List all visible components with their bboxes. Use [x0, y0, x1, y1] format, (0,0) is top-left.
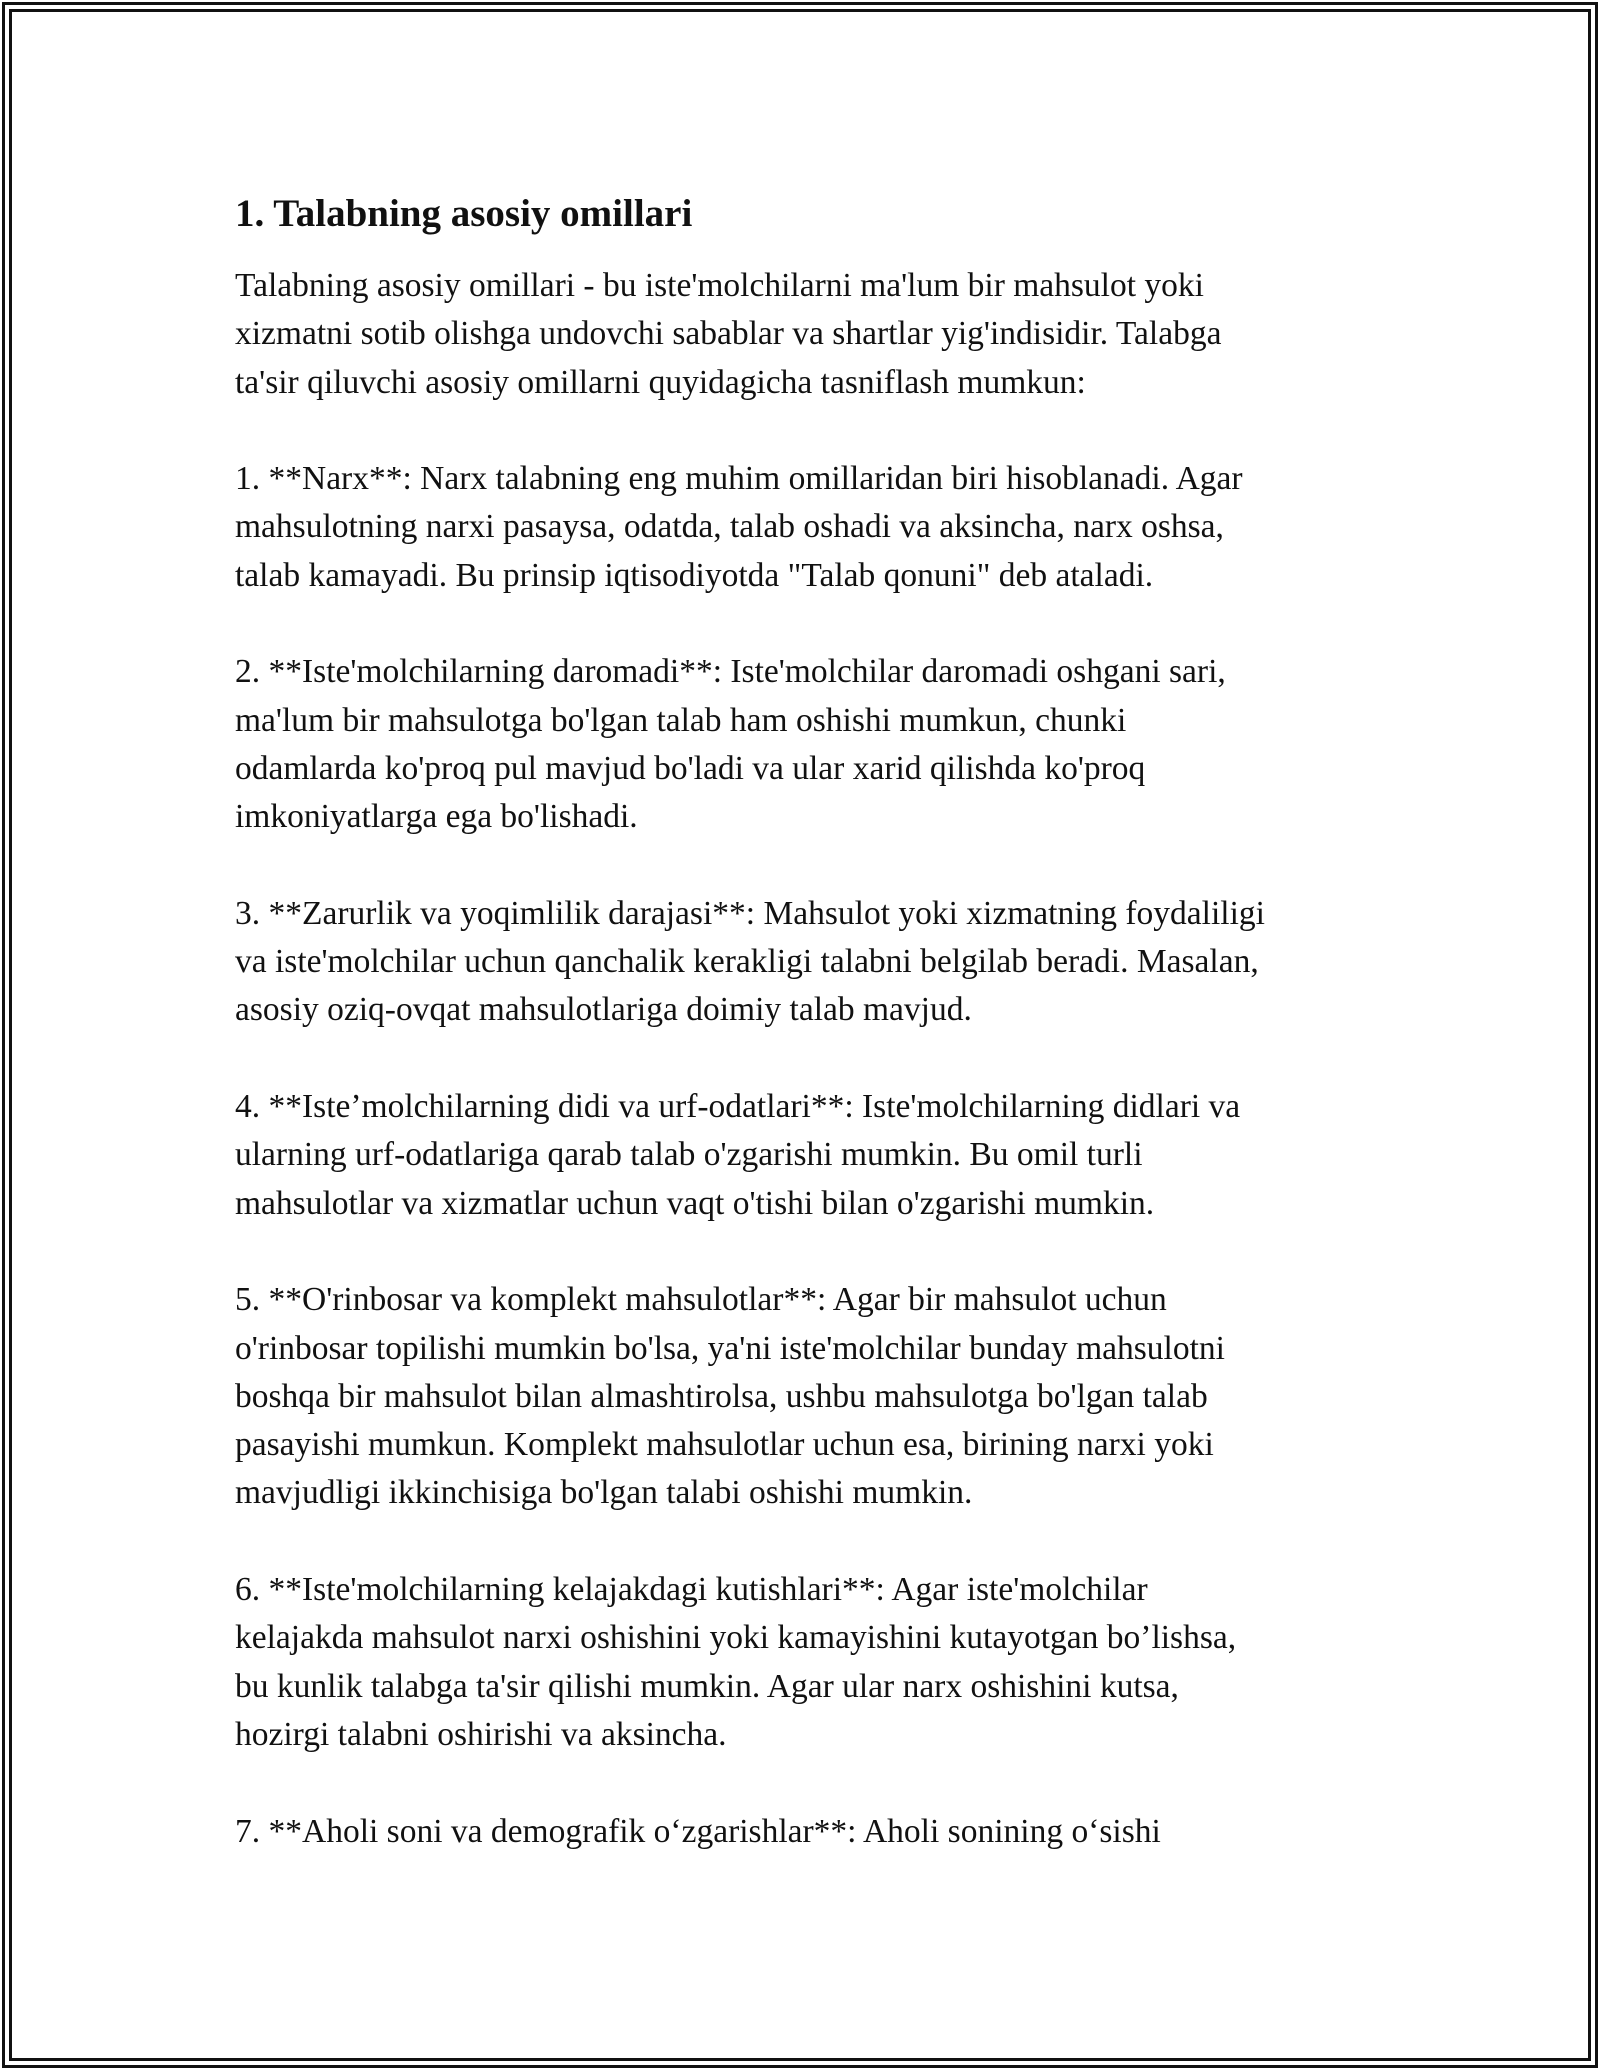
text-line: talab kamayadi. Bu prinsip iqtisodiyotda "Talab qonuni" deb ataladi.	[235, 556, 1154, 594]
text-line: odamlarda ko'proq pul mavjud bo'ladi va ular xarid qilishda ko'proq	[235, 749, 1146, 787]
text-line: 5. **O'rinbosar va komplekt mahsulotlar**: Agar bir mahsulot uchun	[235, 1281, 1167, 1319]
list-item-income	[235, 648, 1375, 841]
list-item-substitutes	[235, 1276, 1375, 1517]
text-line: pasayishi mumkun. Komplekt mahsulotlar uchun esa, birining narxi yoki	[235, 1426, 1214, 1464]
list-item-necessity	[235, 890, 1375, 1035]
intro-paragraph	[235, 262, 1375, 407]
text-line: boshqa bir mahsulot bilan almashtirolsa, ushbu mahsulotga bo'lgan talab	[235, 1377, 1208, 1415]
list-item-tastes	[235, 1083, 1375, 1228]
list-item-price	[235, 455, 1375, 600]
text-line: mahsulotlar va xizmatlar uchun vaqt o'tishi bilan o'zgarishi mumkin.	[235, 1184, 1155, 1222]
text-line: mahsulotning narxi pasaysa, odatda, talab oshadi va aksincha, narx oshsa,	[235, 508, 1224, 546]
text-line: xizmatni sotib olishga undovchi sabablar va shartlar yig'indisidir. Talabga	[235, 315, 1222, 353]
text-line: 4. **Iste’molchilarning didi va urf-odatlari**: Iste'molchilarning didlari va	[235, 1088, 1241, 1126]
list-item-expectations	[235, 1566, 1375, 1759]
text-line: mavjudligi ikkinchisiga bo'lgan talabi oshishi mumkin.	[235, 1474, 973, 1512]
section-heading: 1. Talabning asosiy omillari	[235, 192, 693, 235]
text-line: ta'sir qiluvchi asosiy omillarni quyidagicha tasniflash mumkun:	[235, 363, 1086, 401]
text-line: Talabning asosiy omillari - bu iste'molchilarni ma'lum bir mahsulot yoki	[235, 267, 1204, 304]
text-line: asosiy oziq-ovqat mahsulotlariga doimiy talab mavjud.	[235, 991, 972, 1029]
text-line: o'rinbosar topilishi mumkin bo'lsa, ya'ni iste'molchilar bunday mahsulotni	[235, 1329, 1225, 1367]
text-line: va iste'molchilar uchun qanchalik kerakligi talabni belgilab beradi. Masalan,	[235, 943, 1259, 981]
text-line: ularning urf-odatlariga qarab talab o'zgarishi mumkin. Bu omil turli	[235, 1136, 1143, 1174]
text-line: bu kunlik talabga ta'sir qilishi mumkin. Agar ular narx oshishini kutsa,	[235, 1667, 1179, 1705]
text-line: kelajakda mahsulot narxi oshishini yoki kamayishini kutayotgan bo’lishsa,	[235, 1619, 1237, 1657]
text-line: 1. **Narx**: Narx talabning eng muhim omillaridan biri hisoblanadi. Agar	[235, 460, 1243, 498]
text-line: 3. **Zarurlik va yoqimlilik darajasi**: Mahsulot yoki xizmatning foydaliligi	[235, 894, 1265, 932]
text-line: 2. **Iste'molchilarning daromadi**: Iste'molchilar daromadi oshgani sari,	[235, 653, 1226, 691]
text-line: 7. **Aholi soni va demografik o‘zgarishlar**: Aholi sonining o‘sishi	[235, 1812, 1161, 1850]
text-line: hozirgi talabni oshirishi va aksincha.	[235, 1715, 727, 1753]
document-body	[235, 186, 1375, 1904]
text-line: imkoniyatlarga ega bo'lishadi.	[235, 798, 638, 836]
text-line: ma'lum bir mahsulotga bo'lgan talab ham oshishi mumkun, chunki	[235, 701, 1127, 739]
text-line: 6. **Iste'molchilarning kelajakdagi kutishlari**: Agar iste'molchilar	[235, 1571, 1148, 1609]
list-item-population	[235, 1808, 1375, 1856]
